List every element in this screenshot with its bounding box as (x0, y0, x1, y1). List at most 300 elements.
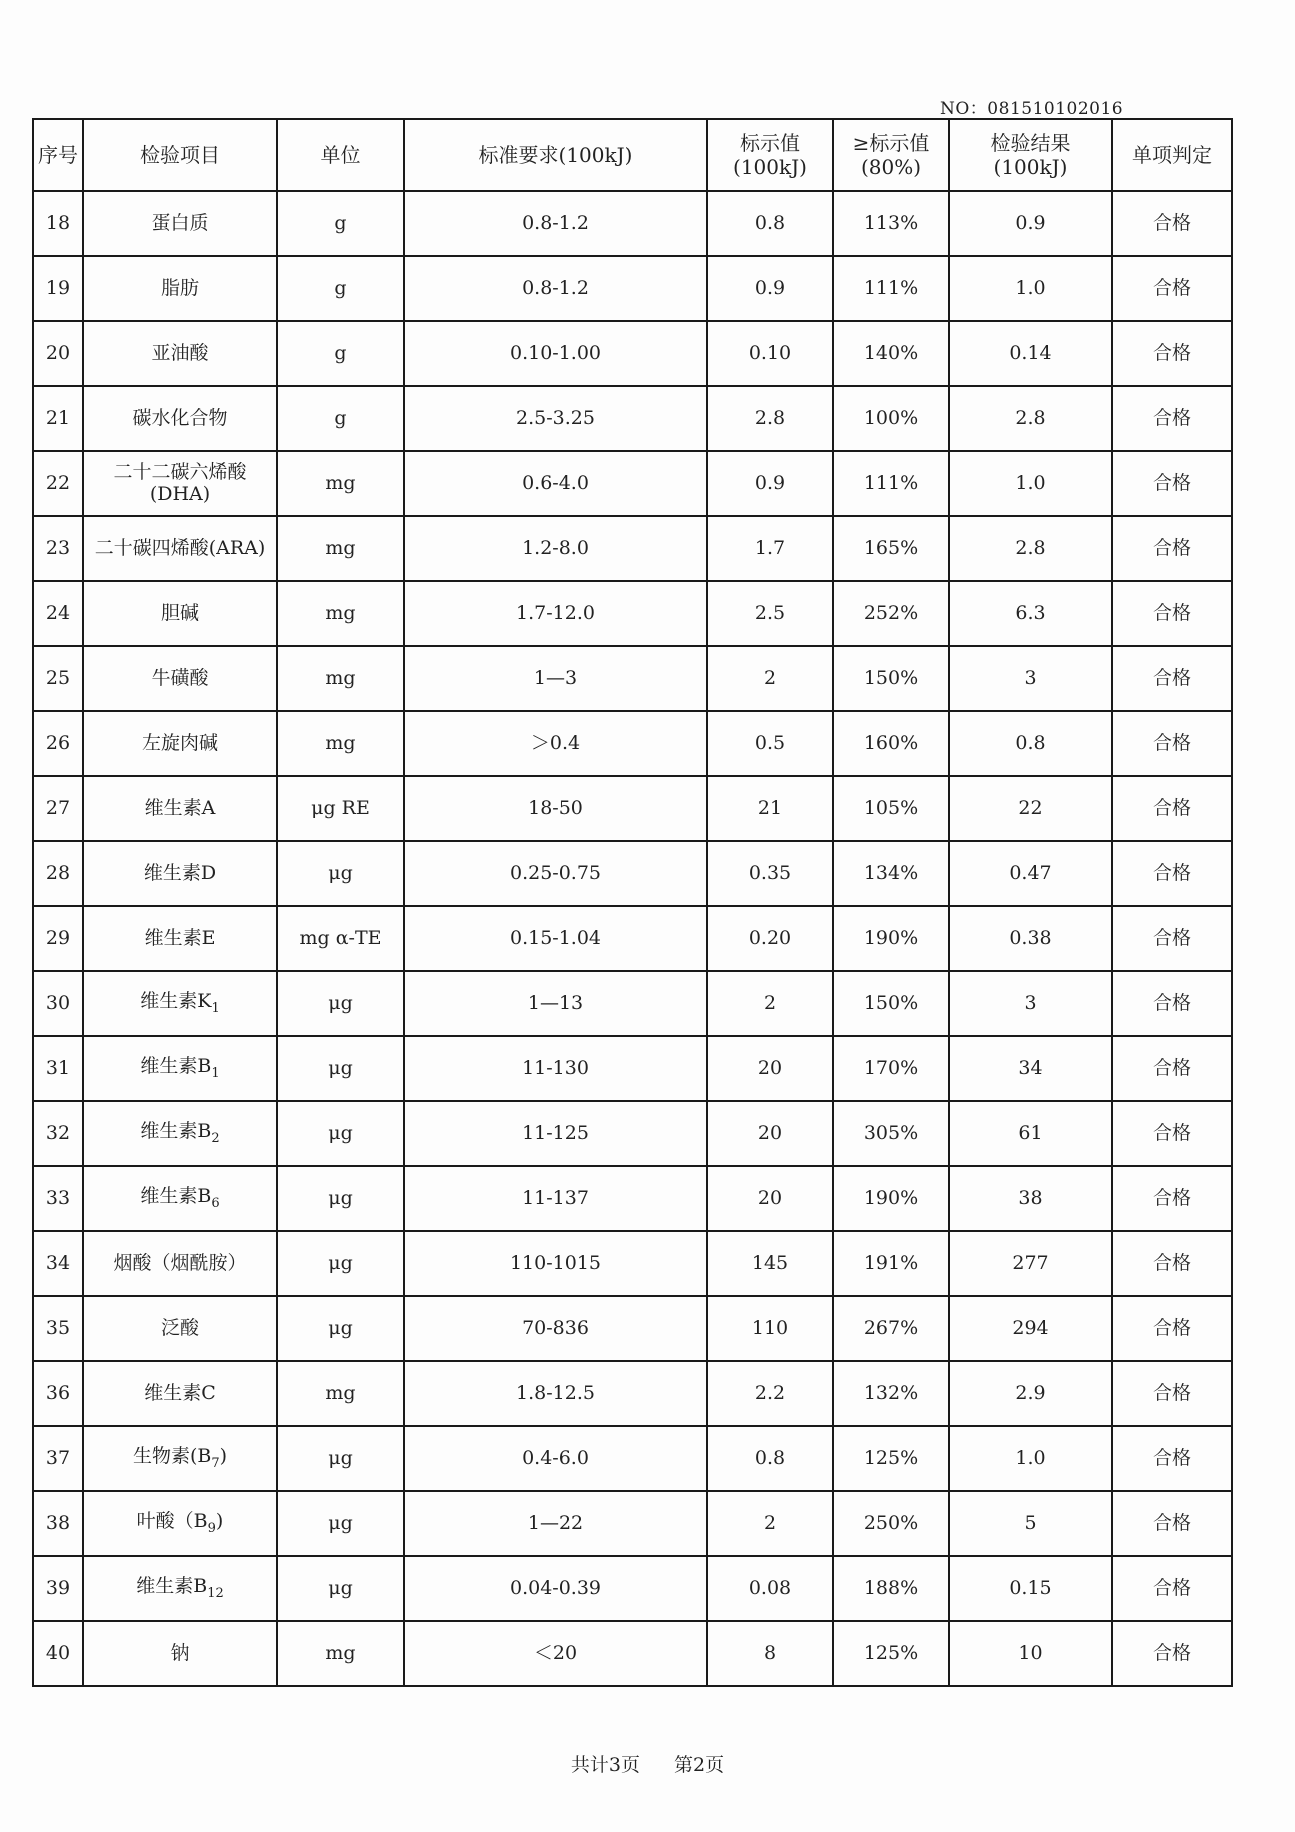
label-ratio: 252% (863, 601, 919, 624)
judgment: 合格 (1152, 666, 1191, 689)
judgment: 合格 (1152, 1186, 1191, 1209)
label-value-cell (707, 1426, 833, 1491)
test-result-cell (949, 1296, 1112, 1361)
header-row (33, 119, 1232, 191)
unit-cell (277, 1361, 404, 1426)
test-item-cell (83, 321, 277, 386)
label-ratio: 250% (863, 1511, 919, 1534)
test-item: 维生素B (140, 1054, 212, 1077)
label-ratio: 125% (863, 1641, 919, 1664)
row-number-cell (33, 906, 83, 971)
item-secondary-line: (DHA) (149, 482, 211, 505)
test-result-cell (949, 386, 1112, 451)
row-number-cell (33, 1361, 83, 1426)
test-item: 生物素(B (132, 1444, 212, 1467)
judgment-cell (1112, 451, 1232, 516)
judgment-cell (1112, 646, 1232, 711)
row-number-cell (33, 776, 83, 841)
judgment: 合格 (1152, 276, 1191, 299)
label-value: 0.8 (754, 1446, 786, 1469)
column-header (33, 119, 83, 191)
judgment: 合格 (1152, 1641, 1191, 1664)
unit-cell (277, 191, 404, 256)
column-header-label: 检验项目 (140, 143, 220, 167)
row-number: 29 (45, 926, 71, 949)
unit-cell (277, 516, 404, 581)
test-result: 0.38 (1009, 926, 1052, 949)
judgment-cell (1112, 711, 1232, 776)
standard-requirement: 0.4-6.0 (522, 1446, 589, 1469)
test-item-cell (83, 906, 277, 971)
label-value-cell (707, 451, 833, 516)
row-number: 26 (45, 731, 71, 754)
test-item-cell (83, 1101, 277, 1166)
unit-cell (277, 256, 404, 321)
table-row (33, 1361, 1232, 1426)
standard-requirement: 1—22 (527, 1511, 584, 1534)
unit: mg (325, 731, 356, 754)
row-number: 33 (45, 1186, 71, 1209)
label-value: 0.8 (754, 211, 786, 234)
standard-requirement-cell (404, 581, 707, 646)
row-number: 39 (45, 1576, 71, 1599)
test-result-cell (949, 191, 1112, 256)
table-row (33, 1296, 1232, 1361)
row-number-cell (33, 1296, 83, 1361)
test-result-cell (949, 1556, 1112, 1621)
test-item-cell (83, 386, 277, 451)
label-value-cell (707, 1621, 833, 1686)
label-ratio: 111% (863, 276, 919, 299)
standard-requirement-cell (404, 1426, 707, 1491)
judgment: 合格 (1152, 341, 1191, 364)
label-value: 0.9 (754, 471, 786, 494)
standard-requirement: 11-125 (522, 1121, 589, 1144)
standard-requirement-cell (404, 971, 707, 1036)
unit-cell (277, 1296, 404, 1361)
label-ratio-cell (833, 906, 949, 971)
test-item: 脂肪 (160, 276, 199, 299)
standard-requirement: 1—3 (533, 666, 578, 689)
label-ratio: 134% (863, 861, 919, 884)
column-header-sub: (80%) (860, 155, 922, 179)
test-item-cell (83, 191, 277, 256)
label-value-cell (707, 1231, 833, 1296)
label-value: 2 (763, 1511, 777, 1534)
test-item-cell (83, 1621, 277, 1686)
standard-requirement: 1.7-12.0 (516, 601, 595, 624)
label-value-cell (707, 321, 833, 386)
table-header (33, 119, 1232, 191)
test-item: 蛋白质 (151, 211, 209, 234)
row-number: 31 (45, 1056, 71, 1079)
test-result: 10 (1018, 1641, 1043, 1664)
label-ratio: 132% (863, 1381, 919, 1404)
unit-cell (277, 1036, 404, 1101)
test-item: 烟酸（烟酰胺） (113, 1251, 247, 1274)
test-item: 二十碳四烯酸(ARA) (94, 536, 266, 559)
test-item-cell (83, 1491, 277, 1556)
row-number-cell (33, 1491, 83, 1556)
unit: mg (325, 601, 356, 624)
item-subscript: 1 (211, 1000, 220, 1016)
unit: g (334, 406, 347, 429)
test-result-cell (949, 321, 1112, 386)
unit: μg (328, 1576, 353, 1599)
standard-requirement-cell (404, 1036, 707, 1101)
label-ratio-cell (833, 1361, 949, 1426)
test-result-cell (949, 711, 1112, 776)
judgment-cell (1112, 1101, 1232, 1166)
table-row (33, 1426, 1232, 1491)
judgment-cell (1112, 1426, 1232, 1491)
standard-requirement-cell (404, 711, 707, 776)
column-header (404, 119, 707, 191)
test-item-cell (83, 1361, 277, 1426)
item-subscript: 7 (211, 1455, 220, 1471)
label-ratio-cell (833, 581, 949, 646)
test-item: 泛酸 (160, 1316, 199, 1339)
test-result-cell (949, 581, 1112, 646)
standard-requirement: 0.04-0.39 (509, 1576, 602, 1599)
label-value: 2 (763, 666, 777, 689)
unit-cell (277, 776, 404, 841)
label-ratio: 100% (863, 406, 919, 429)
judgment-cell (1112, 776, 1232, 841)
row-number-cell (33, 1426, 83, 1491)
label-value-cell (707, 1296, 833, 1361)
test-result: 3 (1024, 991, 1037, 1014)
row-number: 30 (45, 991, 71, 1014)
column-header-sub: (100kJ) (993, 155, 1068, 179)
standard-requirement: ＜20 (533, 1641, 578, 1664)
label-value-cell (707, 776, 833, 841)
row-number-cell (33, 191, 83, 256)
test-result: 2.8 (1015, 406, 1046, 429)
row-number-cell (33, 646, 83, 711)
judgment-cell (1112, 841, 1232, 906)
standard-requirement-cell (404, 1296, 707, 1361)
judgment-cell (1112, 1296, 1232, 1361)
test-result: 0.9 (1015, 211, 1046, 234)
test-item-cell (83, 841, 277, 906)
test-item: 维生素E (144, 926, 216, 949)
judgment-cell (1112, 256, 1232, 321)
label-ratio-cell (833, 1426, 949, 1491)
table-row (33, 256, 1232, 321)
standard-requirement: 110-1015 (509, 1251, 602, 1274)
unit: mg (325, 471, 356, 494)
test-result-cell (949, 1101, 1112, 1166)
test-item-cell (83, 1231, 277, 1296)
column-header-label: 序号 (38, 143, 78, 167)
test-result-cell (949, 1231, 1112, 1296)
unit: mg (325, 536, 356, 559)
table-row (33, 451, 1232, 516)
label-ratio-cell (833, 451, 949, 516)
judgment-cell (1112, 1166, 1232, 1231)
label-ratio: 105% (863, 796, 919, 819)
row-number: 24 (45, 601, 71, 624)
judgment: 合格 (1152, 536, 1191, 559)
table-row (33, 1231, 1232, 1296)
judgment: 合格 (1152, 1121, 1191, 1144)
judgment: 合格 (1152, 471, 1191, 494)
label-ratio: 140% (863, 341, 919, 364)
label-value-cell (707, 256, 833, 321)
label-value: 145 (751, 1251, 789, 1274)
judgment: 合格 (1152, 1316, 1191, 1339)
label-ratio-cell (833, 646, 949, 711)
column-header-label: 标准要求(100kJ) (478, 143, 633, 167)
test-result-cell (949, 646, 1112, 711)
unit: μg (328, 861, 353, 884)
label-ratio-cell (833, 1556, 949, 1621)
test-result-cell (949, 906, 1112, 971)
column-header-label: 单位 (320, 143, 361, 167)
unit-cell (277, 711, 404, 776)
unit: μg RE (311, 796, 370, 819)
unit-cell (277, 646, 404, 711)
test-item-cell (83, 256, 277, 321)
test-item: 维生素C (144, 1381, 216, 1404)
column-header (1112, 119, 1232, 191)
column-header-label: ≥标示值 (852, 131, 930, 155)
standard-requirement-cell (404, 1621, 707, 1686)
test-item: 维生素A (144, 796, 216, 819)
row-number-cell (33, 256, 83, 321)
label-value-cell (707, 1556, 833, 1621)
unit-cell (277, 906, 404, 971)
test-result: 1.0 (1015, 276, 1046, 299)
unit: g (334, 276, 347, 299)
judgment: 合格 (1152, 601, 1191, 624)
unit: μg (328, 1251, 353, 1274)
item-suffix: ) (215, 1509, 224, 1532)
label-ratio-cell (833, 841, 949, 906)
label-value: 8 (763, 1641, 777, 1664)
test-item-cell (83, 451, 277, 516)
test-result: 0.15 (1009, 1576, 1052, 1599)
unit-cell (277, 1426, 404, 1491)
row-number: 34 (45, 1251, 71, 1274)
row-number-cell (33, 1036, 83, 1101)
test-result: 34 (1018, 1056, 1043, 1079)
standard-requirement-cell (404, 841, 707, 906)
table-row (33, 191, 1232, 256)
column-header-label: 检验结果 (990, 131, 1071, 155)
test-item: 维生素B (140, 1184, 212, 1207)
label-value: 0.08 (748, 1576, 792, 1599)
standard-requirement: 1.2-8.0 (522, 536, 589, 559)
label-ratio: 165% (863, 536, 919, 559)
table-row (33, 1556, 1232, 1621)
test-result: 1.0 (1015, 1446, 1046, 1469)
total-pages: 共计3页 (570, 1754, 640, 1776)
label-value: 2.2 (754, 1381, 786, 1404)
test-result: 2.8 (1015, 536, 1046, 559)
label-ratio: 191% (863, 1251, 919, 1274)
unit: μg (328, 1186, 353, 1209)
row-number: 35 (45, 1316, 71, 1339)
table-row (33, 1166, 1232, 1231)
table-row (33, 776, 1232, 841)
judgment: 合格 (1152, 1511, 1191, 1534)
row-number-cell (33, 1556, 83, 1621)
label-ratio: 188% (863, 1576, 919, 1599)
column-header-sub: (100kJ) (733, 155, 807, 179)
unit-cell (277, 1166, 404, 1231)
column-header-label: 标示值 (740, 131, 800, 155)
test-result: 61 (1018, 1121, 1043, 1144)
test-result-cell (949, 1426, 1112, 1491)
label-value: 0.35 (748, 861, 792, 884)
judgment: 合格 (1152, 731, 1191, 754)
table-body (33, 191, 1232, 1686)
row-number: 28 (45, 861, 71, 884)
standard-requirement: 0.6-4.0 (522, 471, 589, 494)
test-result-cell (949, 1621, 1112, 1686)
test-result-cell (949, 451, 1112, 516)
test-result: 22 (1018, 796, 1043, 819)
judgment-cell (1112, 321, 1232, 386)
judgment: 合格 (1152, 861, 1191, 884)
unit: mg (325, 1641, 356, 1664)
label-value-cell (707, 1361, 833, 1426)
test-result-cell (949, 776, 1112, 841)
label-ratio-cell (833, 776, 949, 841)
label-value-cell (707, 1491, 833, 1556)
unit: mg (325, 666, 356, 689)
label-value: 1.7 (754, 536, 786, 559)
label-value: 2.8 (754, 406, 786, 429)
label-ratio-cell (833, 711, 949, 776)
unit: μg (328, 1316, 353, 1339)
label-ratio: 111% (863, 471, 919, 494)
test-result-cell (949, 971, 1112, 1036)
unit: g (334, 211, 347, 234)
label-ratio: 125% (863, 1446, 919, 1469)
test-item-cell (83, 1166, 277, 1231)
table-row (33, 1101, 1232, 1166)
standard-requirement: 0.8-1.2 (522, 276, 589, 299)
row-number-cell (33, 581, 83, 646)
row-number-cell (33, 386, 83, 451)
test-item-cell (83, 971, 277, 1036)
standard-requirement-cell (404, 1166, 707, 1231)
label-ratio: 305% (863, 1121, 919, 1144)
current-page: 第2页 (674, 1754, 725, 1776)
label-value: 20 (757, 1121, 783, 1144)
column-header (707, 119, 833, 191)
label-value: 0.20 (748, 926, 792, 949)
unit-cell (277, 1231, 404, 1296)
table-row (33, 386, 1232, 451)
judgment: 合格 (1152, 406, 1191, 429)
standard-requirement-cell (404, 386, 707, 451)
test-item: 牛磺酸 (151, 666, 209, 689)
test-result: 2.9 (1015, 1381, 1046, 1404)
test-item: 叶酸（B (136, 1509, 208, 1532)
judgment: 合格 (1152, 211, 1191, 234)
unit-cell (277, 1491, 404, 1556)
inspection-table (32, 118, 1233, 1687)
label-value-cell (707, 971, 833, 1036)
column-header (833, 119, 949, 191)
item-subscript: 12 (207, 1585, 224, 1601)
label-value: 110 (751, 1316, 789, 1339)
column-header (949, 119, 1112, 191)
label-ratio-cell (833, 386, 949, 451)
judgment-cell (1112, 1231, 1232, 1296)
unit-cell (277, 1621, 404, 1686)
label-ratio-cell (833, 971, 949, 1036)
test-item-cell (83, 1426, 277, 1491)
table-row (33, 711, 1232, 776)
label-ratio-cell (833, 1491, 949, 1556)
row-number: 22 (45, 471, 71, 494)
page-footer (0, 1750, 1295, 1777)
judgment: 合格 (1152, 1576, 1191, 1599)
label-value-cell (707, 386, 833, 451)
test-result: 0.47 (1009, 861, 1052, 884)
judgment-cell (1112, 1621, 1232, 1686)
row-number: 38 (45, 1511, 71, 1534)
column-header-label: 单项判定 (1132, 143, 1212, 167)
test-item-cell (83, 776, 277, 841)
label-ratio-cell (833, 1166, 949, 1231)
label-ratio: 150% (863, 991, 919, 1014)
row-number: 18 (45, 211, 71, 234)
test-result: 1.0 (1015, 471, 1046, 494)
row-number-cell (33, 451, 83, 516)
test-item-cell (83, 1296, 277, 1361)
judgment-cell (1112, 971, 1232, 1036)
test-item-cell (83, 1036, 277, 1101)
judgment-cell (1112, 516, 1232, 581)
standard-requirement-cell (404, 1231, 707, 1296)
label-ratio-cell (833, 256, 949, 321)
standard-requirement: 11-137 (522, 1186, 589, 1209)
row-number-cell (33, 516, 83, 581)
label-value-cell (707, 191, 833, 256)
label-value: 21 (757, 796, 783, 819)
unit-cell (277, 1556, 404, 1621)
row-number: 20 (45, 341, 71, 364)
judgment-cell (1112, 1491, 1232, 1556)
test-result-cell (949, 1491, 1112, 1556)
test-item: 维生素B (140, 1119, 212, 1142)
table-row (33, 516, 1232, 581)
row-number-cell (33, 1621, 83, 1686)
row-number-cell (33, 711, 83, 776)
unit: μg (328, 1446, 353, 1469)
label-ratio: 160% (863, 731, 919, 754)
judgment: 合格 (1152, 991, 1191, 1014)
test-result-cell (949, 256, 1112, 321)
test-result-cell (949, 516, 1112, 581)
standard-requirement: 18-50 (528, 796, 583, 819)
judgment-cell (1112, 386, 1232, 451)
standard-requirement-cell (404, 321, 707, 386)
test-item: 碳水化合物 (132, 406, 228, 429)
label-ratio-cell (833, 191, 949, 256)
table-row (33, 321, 1232, 386)
test-item: 钠 (170, 1641, 190, 1664)
standard-requirement-cell (404, 451, 707, 516)
table-row (33, 841, 1232, 906)
standard-requirement: 0.8-1.2 (522, 211, 589, 234)
